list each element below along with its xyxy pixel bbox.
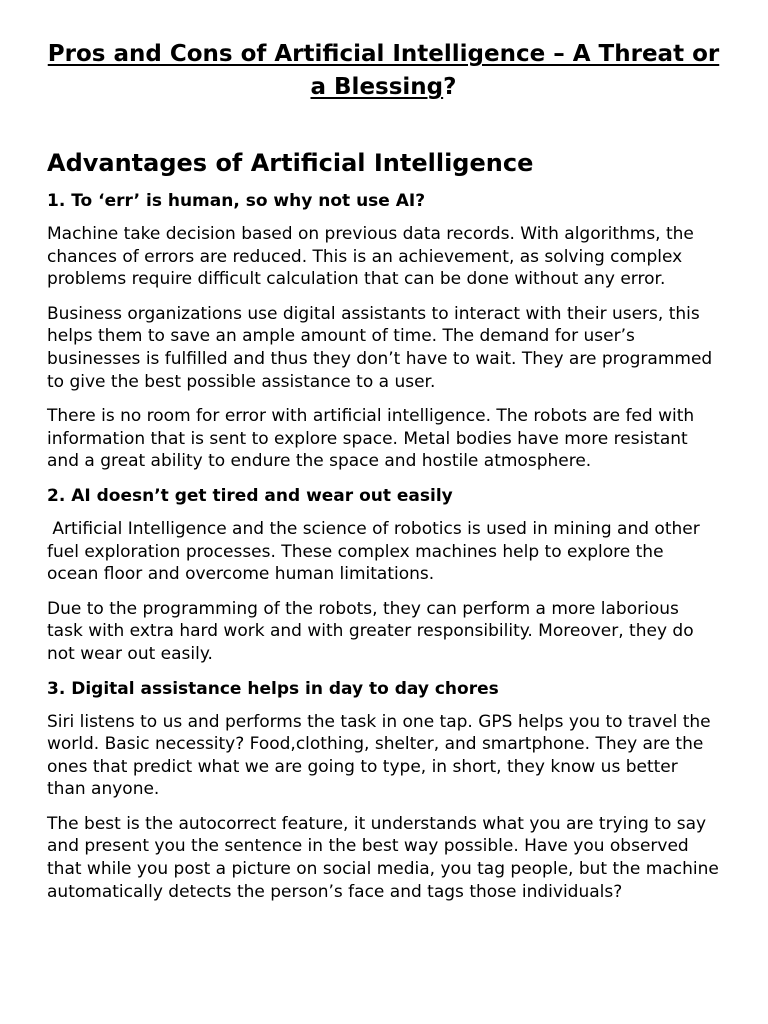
subsection-2: [47, 485, 720, 666]
document-title-underlined: Pros and Cons of Artificial Intelligence – A Threat or a Blessing: [47, 41, 720, 100]
paragraph: The best is the autocorrect feature, it understands what you are trying to say and present you the sentence in the best way possible. Have you observed that while you post a picture on social media, you tag people, but the machine automatically detects the person’s face and tags those individuals?: [47, 813, 725, 902]
document-title: [47, 38, 720, 104]
paragraph: There is no room for error with artificial intelligence. The robots are fed with information that is sent to explore space. Metal bodies have more resistant and a great ability to endure the space and hostile atmosphere.: [47, 406, 700, 472]
paragraph: Due to the programming of the robots, they can perform a more laborious task with extra hard work and with greater responsibility. Moreover, they do not wear out easily.: [47, 598, 700, 664]
subsection-heading: 2. AI doesn’t get tired and wear out easily: [47, 485, 453, 506]
section-heading-advantages: Advantages of Artificial Intelligence: [47, 149, 534, 177]
subsection-3: [47, 678, 725, 904]
paragraph: Artificial Intelligence and the science of robotics is used in mining and other fuel exploration processes. These complex machines help to explore the ocean floor and overcome human limitations.: [47, 518, 706, 585]
paragraph: Siri listens to us and performs the task in one tap. GPS helps you to travel the world. Basic necessity? Food,clothing, shelter, and smartphone. They are the ones that predict what we are going to type, in short, they know us better than anyone.: [47, 711, 716, 800]
paragraph: Machine take decision based on previous data records. With algorithms, the chances of errors are reduced. This is an achievement, as solving complex problems require difficult calculation that can be done without any error.: [47, 224, 700, 290]
subsection-1: [47, 190, 720, 473]
paragraph: Business organizations use digital assistants to interact with their users, this helps them to save an ample amount of time. The demand for user’s businesses is fulfilled and thus they don’t have to wait. They are programmed to give the best possible assistance to a user.: [47, 303, 718, 392]
document-title-suffix: ?: [443, 74, 457, 100]
subsection-heading: 3. Digital assistance helps in day to day chores: [47, 678, 499, 699]
subsection-heading: 1. To ‘err’ is human, so why not use AI?: [47, 191, 426, 211]
